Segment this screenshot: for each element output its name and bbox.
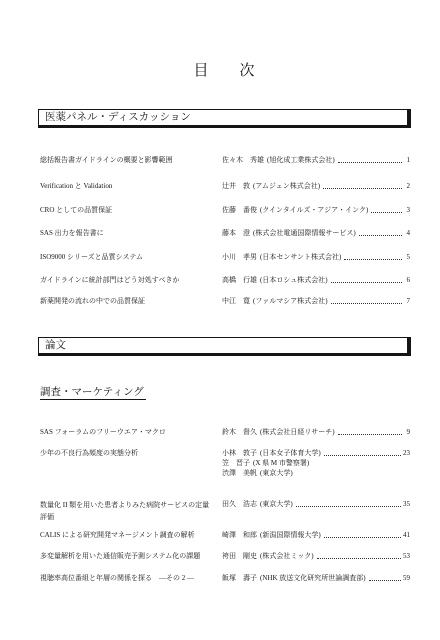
author-name: 崎澤 和郎 [222,531,257,539]
page-number: 53 [403,552,410,560]
page-number: 41 [403,531,410,539]
author-affiliation: (クインタイルズ・アジア・インク) [260,206,369,214]
entry-title: 新薬開発の流れの中での品質保証 [40,297,145,305]
dot-leader [296,506,401,507]
author-affiliation: (株式会社ミック) [260,552,314,560]
dot-leader [344,259,402,260]
author-affiliation: (株式会社電通国際情報サービス) [253,229,356,237]
dot-leader [338,434,402,435]
author-affiliation: (東京大学) [260,469,293,477]
author-affiliation: (株式会社日経リサーチ) [260,428,335,436]
page-title: 目 次 [193,63,263,79]
author-affiliation: (アムジェン株式会社) [253,182,321,190]
author-name: 佐々木 秀雄 [222,156,264,164]
entry-title: 数量化 II 類を用いた患者よりみた病院サービスの定量評価 [40,501,210,521]
entry-authors [222,275,410,285]
entry-title: 多変量解析を用いた通信販売予測システム化の課題 [40,552,201,560]
page-number: 3 [406,206,410,214]
author-name: 渋澤 美帆 [222,469,257,477]
entry-title: ガイドラインに統計部門はどう対処すべきか [40,276,180,284]
entry-title: Verification と Validation [40,182,113,190]
author-name: 飯塚 壽子 [222,574,257,582]
page-number: 6 [406,276,410,284]
author-line [222,296,410,306]
entry-authors [222,155,410,165]
author-line [222,155,410,165]
entry-title: 総括報告書ガイドラインの概要と影響範囲 [40,156,173,164]
entry-authors [222,499,410,509]
author-line [222,551,410,561]
author-name: 中江 寛 [222,297,250,305]
page-number: 4 [406,229,410,237]
entry-authors [222,252,410,262]
entry-authors [222,448,410,478]
author-line [222,181,410,191]
author-name: 小林 敦子 [222,449,257,457]
author-line [222,458,410,468]
author-line [222,427,410,437]
entry-authors [222,228,410,238]
section-heading-papers: 論文 [38,337,411,356]
author-name: 辻井 敦 [222,182,250,190]
entry-title: CRO としての品質保証 [40,206,113,214]
entry-title: SAS フォーラムのフリーウエア・マクロ [40,428,166,436]
page-number: 7 [406,297,410,305]
author-line [222,448,410,458]
author-line [222,205,410,215]
entry-title: 少年の不良行為頻度の実態分析 [40,449,138,457]
dot-leader [317,558,401,559]
entry-authors [222,530,410,540]
author-line [222,228,410,238]
dot-leader [324,537,401,538]
dot-leader [338,162,402,163]
author-line [222,499,410,509]
page-number: 59 [403,574,410,582]
entry-authors [222,205,410,215]
author-name: 笠 晋子 [222,459,250,467]
author-affiliation: (東京大学) [260,500,293,508]
page-number: 35 [403,500,410,508]
author-affiliation: (ファルマシア株式会社) [253,297,328,305]
entry-authors [222,427,410,437]
author-line [222,275,410,285]
dot-leader [324,455,401,456]
author-affiliation: (日本ロシュ株式会社) [260,276,328,284]
entry-title: ISO9000 シリーズと品質システム [40,253,143,261]
author-line [222,530,410,540]
entry-title: SAS 出力を報告書に [40,229,104,237]
author-name: 佐藤 番俊 [222,206,257,214]
author-line [222,573,410,583]
author-affiliation: (新潟国際情報大学) [260,531,321,539]
author-name: 高橋 行雄 [222,276,257,284]
entry-authors [222,573,410,583]
dot-leader [331,303,402,304]
author-affiliation: (X 県 M 市警察署) [253,459,310,467]
category-heading: 調査・マーケティング [40,387,144,398]
dot-leader [369,580,401,581]
author-affiliation: (日本センサント株式会社) [260,253,342,261]
author-affiliation: (NHK 放送文化研究所世論調査部) [260,574,366,582]
author-name: 田久 浩志 [222,500,257,508]
dot-leader [371,212,402,213]
entry-authors [222,181,410,191]
author-line [222,468,410,478]
page-number: 9 [406,428,410,436]
entry-title: CALIS による研究開発マネージメント調査の解析 [40,531,195,539]
entry-authors [222,551,410,561]
page-number: 23 [403,449,410,457]
entry-title: 視聴率高位番組と年層の関係を探る ―その 2 ― [40,574,194,582]
entry-authors [222,296,410,306]
page-number: 5 [406,253,410,261]
page-number: 2 [406,182,410,190]
author-affiliation: (日本女子体育大学) [260,449,321,457]
section-heading-panel: 医薬パネル・ディスカッション [38,109,411,128]
page-number: 1 [406,156,410,164]
author-name: 藤本 澄 [222,229,250,237]
dot-leader [323,188,402,189]
author-name: 鈴木 督久 [222,428,257,436]
author-line [222,252,410,262]
dot-leader [331,282,402,283]
author-affiliation: (旭化成工業株式会社) [267,156,335,164]
author-name: 袴田 剛史 [222,552,257,560]
author-name: 小川 孝男 [222,253,257,261]
dot-leader [359,235,402,236]
